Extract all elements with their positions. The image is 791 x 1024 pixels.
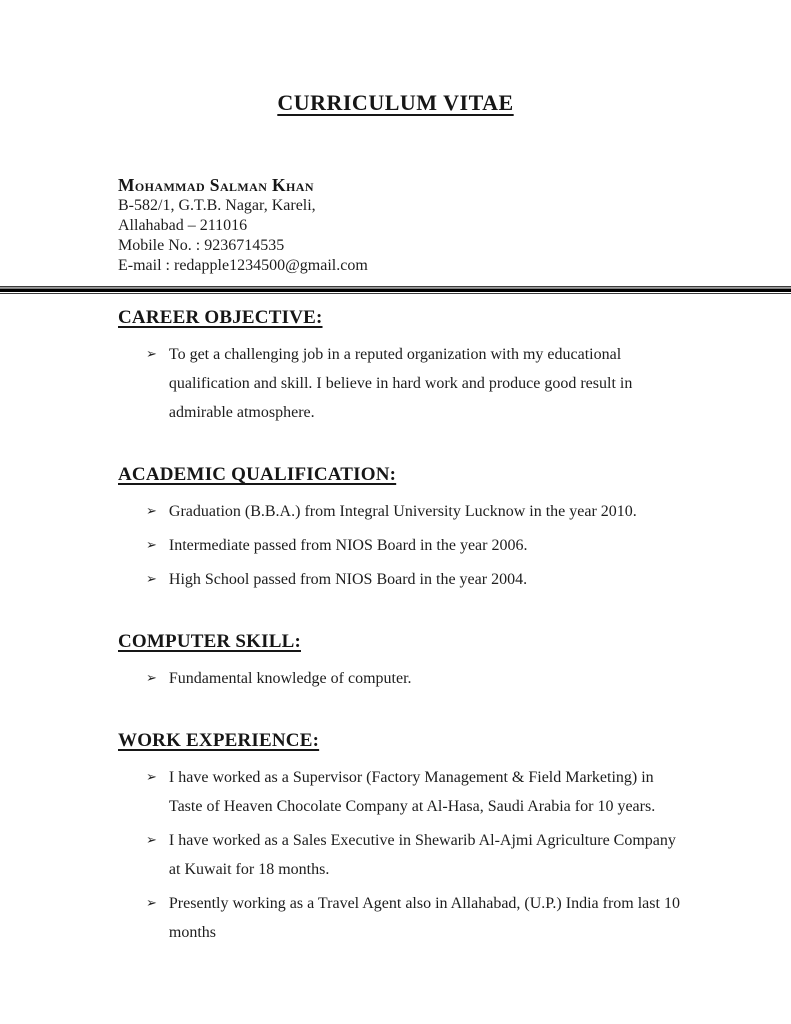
bullet-item xyxy=(146,340,691,427)
arrow-bullet-icon: ➢ xyxy=(146,538,157,553)
section-computer-skill xyxy=(118,631,691,693)
section-heading: COMPUTER SKILL: xyxy=(118,631,301,652)
bullet-item xyxy=(146,664,691,693)
arrow-bullet-icon: ➢ xyxy=(146,347,157,362)
bullet-list xyxy=(118,763,691,947)
bullet-text: I have worked as a Supervisor (Factory Management & Field Marketing) in Taste of Heaven Chocolate Company at Al-Hasa, Saudi Arabia for 10 years. xyxy=(168,769,656,815)
email-line: E-mail : redapple1234500@gmail.com xyxy=(118,257,368,274)
section-work-experience xyxy=(118,730,691,947)
person-name: Mohammad Salman Khan xyxy=(118,175,314,195)
address-line-2: Allahabad – 211016 xyxy=(118,217,248,234)
bullet-item xyxy=(146,531,691,560)
separator-rule xyxy=(0,286,791,294)
bullet-text: Fundamental knowledge of computer. xyxy=(168,670,412,687)
bullet-item xyxy=(146,565,691,594)
section-heading: ACADEMIC QUALIFICATION: xyxy=(118,464,397,485)
bullet-text: High School passed from NIOS Board in the year 2004. xyxy=(168,571,528,588)
arrow-bullet-icon: ➢ xyxy=(146,572,157,587)
cv-body xyxy=(0,294,791,947)
page-title: CURRICULUM VITAE xyxy=(277,90,514,115)
arrow-bullet-icon: ➢ xyxy=(146,504,157,519)
section-career-objective xyxy=(118,307,691,427)
bullet-list xyxy=(118,664,691,693)
arrow-bullet-icon: ➢ xyxy=(146,671,157,686)
bullet-text: To get a challenging job in a reputed organization with my educational qualification and skill. I believe in hard work and produce good result in admirable atmosphere. xyxy=(168,346,633,421)
bullet-text: Intermediate passed from NIOS Board in the year 2006. xyxy=(168,537,528,554)
section-academic-qualification xyxy=(118,464,691,594)
arrow-bullet-icon: ➢ xyxy=(146,833,157,848)
arrow-bullet-icon: ➢ xyxy=(146,770,157,785)
arrow-bullet-icon: ➢ xyxy=(146,896,157,911)
section-heading: WORK EXPERIENCE: xyxy=(118,730,320,751)
bullet-text: Graduation (B.B.A.) from Integral University Lucknow in the year 2010. xyxy=(168,503,637,520)
address-line-1: B-582/1, G.T.B. Nagar, Kareli, xyxy=(118,197,316,214)
bullet-item xyxy=(146,497,691,526)
mobile-line: Mobile No. : 9236714535 xyxy=(118,237,285,254)
bullet-list xyxy=(118,340,691,427)
bullet-text: I have worked as a Sales Executive in Shewarib Al-Ajmi Agriculture Company at Kuwait for 18 months. xyxy=(168,832,676,878)
section-heading: CAREER OBJECTIVE: xyxy=(118,307,323,328)
bullet-item xyxy=(146,826,691,884)
bullet-text: Presently working as a Travel Agent also in Allahabad, (U.P.) India from last 10 months xyxy=(168,895,680,941)
bullet-list xyxy=(118,497,691,594)
contact-block xyxy=(118,174,791,276)
bullet-item xyxy=(146,763,691,821)
bullet-item xyxy=(146,889,691,947)
